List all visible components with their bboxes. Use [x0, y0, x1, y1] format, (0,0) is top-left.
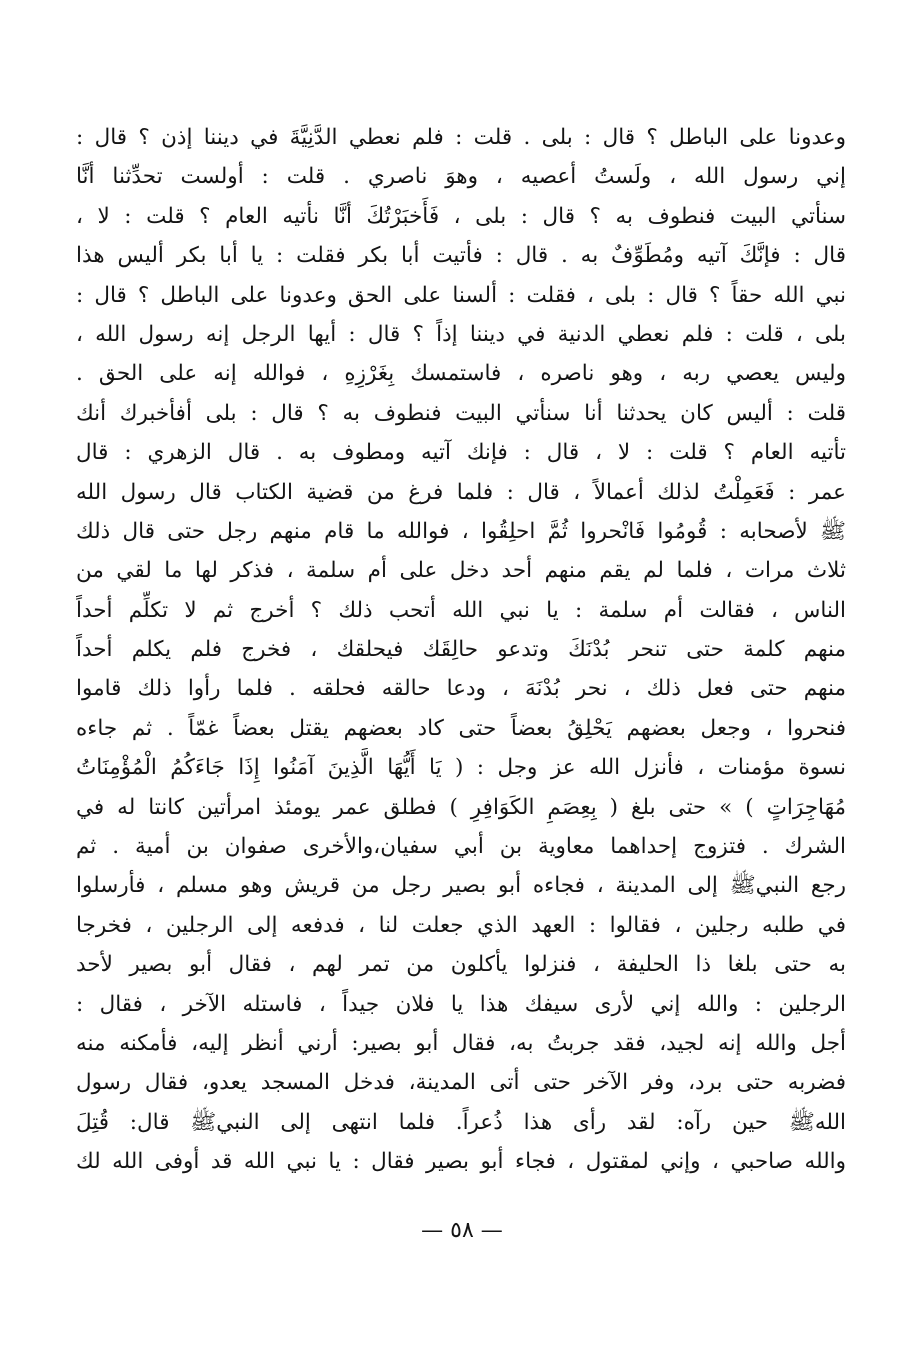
text-line: والله صاحبي ، وإني لمقتول ، فجاء أبو بصير فقال : يا نبي الله قد أوفى الله لك [76, 1149, 846, 1175]
text-line: ثلاث مرات ، فلما لم يقم منهم أحد دخل على أم سلمة ، فذكر لها ما لقي من [76, 558, 846, 584]
text-line: الناس ، فقالت أم سلمة : يا نبي الله أتحب ذلك ؟ أخرج ثم لا تكلِّم أحداً [76, 597, 846, 623]
text-line: ﷺ لأصحابه : قُومُوا فَانْحروا ثُمَّ احلِقُوا ، فوالله ما قام منهم رجل حتى قال ذلك [76, 518, 846, 544]
text-line: مُهَاجِرَاتٍ ) » حتى بلغ ( بِعِصَمِ الكَوَافِرِ ) فطلق عمر يومئذ امرأتين كانتا له في [76, 794, 846, 820]
text-line: سنأتي البيت فنطوف به ؟ قال : بلى ، فَأَخبَرْتُكَ أنَّا نأتيه العام ؟ قلت : لا ، [76, 203, 846, 229]
text-line: نسوة مؤمنات ، فأنزل الله عز وجل : ( يَا أَيُّهَا الَّذِينَ آمَنُوا إِذَا جَاءَكُمُ الْمُؤْمِنَاتُ [76, 755, 846, 781]
text-line: فضربه حتى برد، وفر الآخر حتى أتى المدينة، فدخل المسجد يعدو، فقال رسول [76, 1070, 846, 1096]
text-line: بلى ، قلت : فلم نعطي الدنية في ديننا إذاً ؟ قال : أيها الرجل إنه رسول الله ، [76, 321, 846, 347]
text-line: رجع النبيﷺ إلى المدينة ، فجاءه أبو بصير رجل من قريش وهو مسلم ، فأرسلوا [76, 873, 846, 899]
text-line: عمر : فَعَمِلْتُ لذلك أعمالاً ، قال : فلما فرغ من قضية الكتاب قال رسول الله [76, 479, 846, 505]
text-line: في طلبه رجلين ، فقالوا : العهد الذي جعلت لنا ، فدفعه إلى الرجلين ، فخرجا [76, 912, 846, 938]
text-line: الرجلين : والله إني لأرى سيفك هذا يا فلان جيداً ، فاستله الآخر ، فقال : [76, 991, 846, 1017]
text-line: اللهﷺ حين رآه: لقد رأى هذا ذُعراً. فلما انتهى إلى النبيﷺ قال: قُتِلَ [76, 1109, 846, 1135]
text-line: فنحروا ، وجعل بعضهم يَحْلِقُ بعضاً حتى كاد بعضهم يقتل بعضاً غمّاً . ثم جاءه [76, 715, 846, 741]
text-line: أجل والله إنه لجيد، فقد جربتُ به، فقال أبو بصير: أرني أنظر إليه، فأمكنه منه [76, 1030, 846, 1056]
text-line: نبي الله حقاً ؟ قال : بلى ، فقلت : ألسنا على الحق وعدونا على الباطل ؟ قال : [76, 282, 846, 308]
text-line: وعدونا على الباطل ؟ قال : بلى . قلت : فلم نعطي الدَّنِيَّةَ في ديننا إذن ؟ قال : [76, 125, 846, 150]
body-text [76, 118, 846, 1182]
text-line: إني رسول الله ، ولَستُ أعصيه ، وهوَ ناصري . قلت : أولست تحدِّثنا أنَّا [76, 164, 846, 190]
text-line: منهم كلمة حتى تنحر بُدْنَكَ وتدعو حالِقَك فيحلقك ، فخرج فلم يكلم أحداً [76, 637, 846, 663]
text-line: قلت : أليس كان يحدثنا أنا سنأتي البيت فنطوف به ؟ قال : بلى أفأخبرك أنك [76, 400, 846, 426]
text-line: به حتى بلغا ذا الحليفة ، فنزلوا يأكلون من تمر لهم ، فقال أبو بصير لأحد [76, 952, 846, 978]
page-number: — ٥٨ — [421, 1218, 503, 1243]
text-line: الشرك . فتزوج إحداهما معاوية بن أبي سفيان،والأخرى صفوان بن أمية . ثم [76, 834, 846, 860]
text-line: وليس يعصي ربه ، وهو ناصره ، فاستمسك بِغَرْزِهِ ، فوالله إنه على الحق . [76, 361, 846, 387]
text-line: تأتيه العام ؟ قلت : لا ، قال : فإنك آتيه ومطوف به . قال الزهري : قال [76, 440, 846, 466]
text-line: منهم حتى فعل ذلك ، نحر بُدْنَهَ ، ودعا حالقه فحلقه . فلما رأوا ذلك قاموا [76, 676, 846, 702]
text-line: قال : فإنَّكَ آتيه ومُطَوِّفٌ به . قال : فأتيت أبا بكر فقلت : يا أبا بكر أليس هذا [76, 243, 846, 269]
